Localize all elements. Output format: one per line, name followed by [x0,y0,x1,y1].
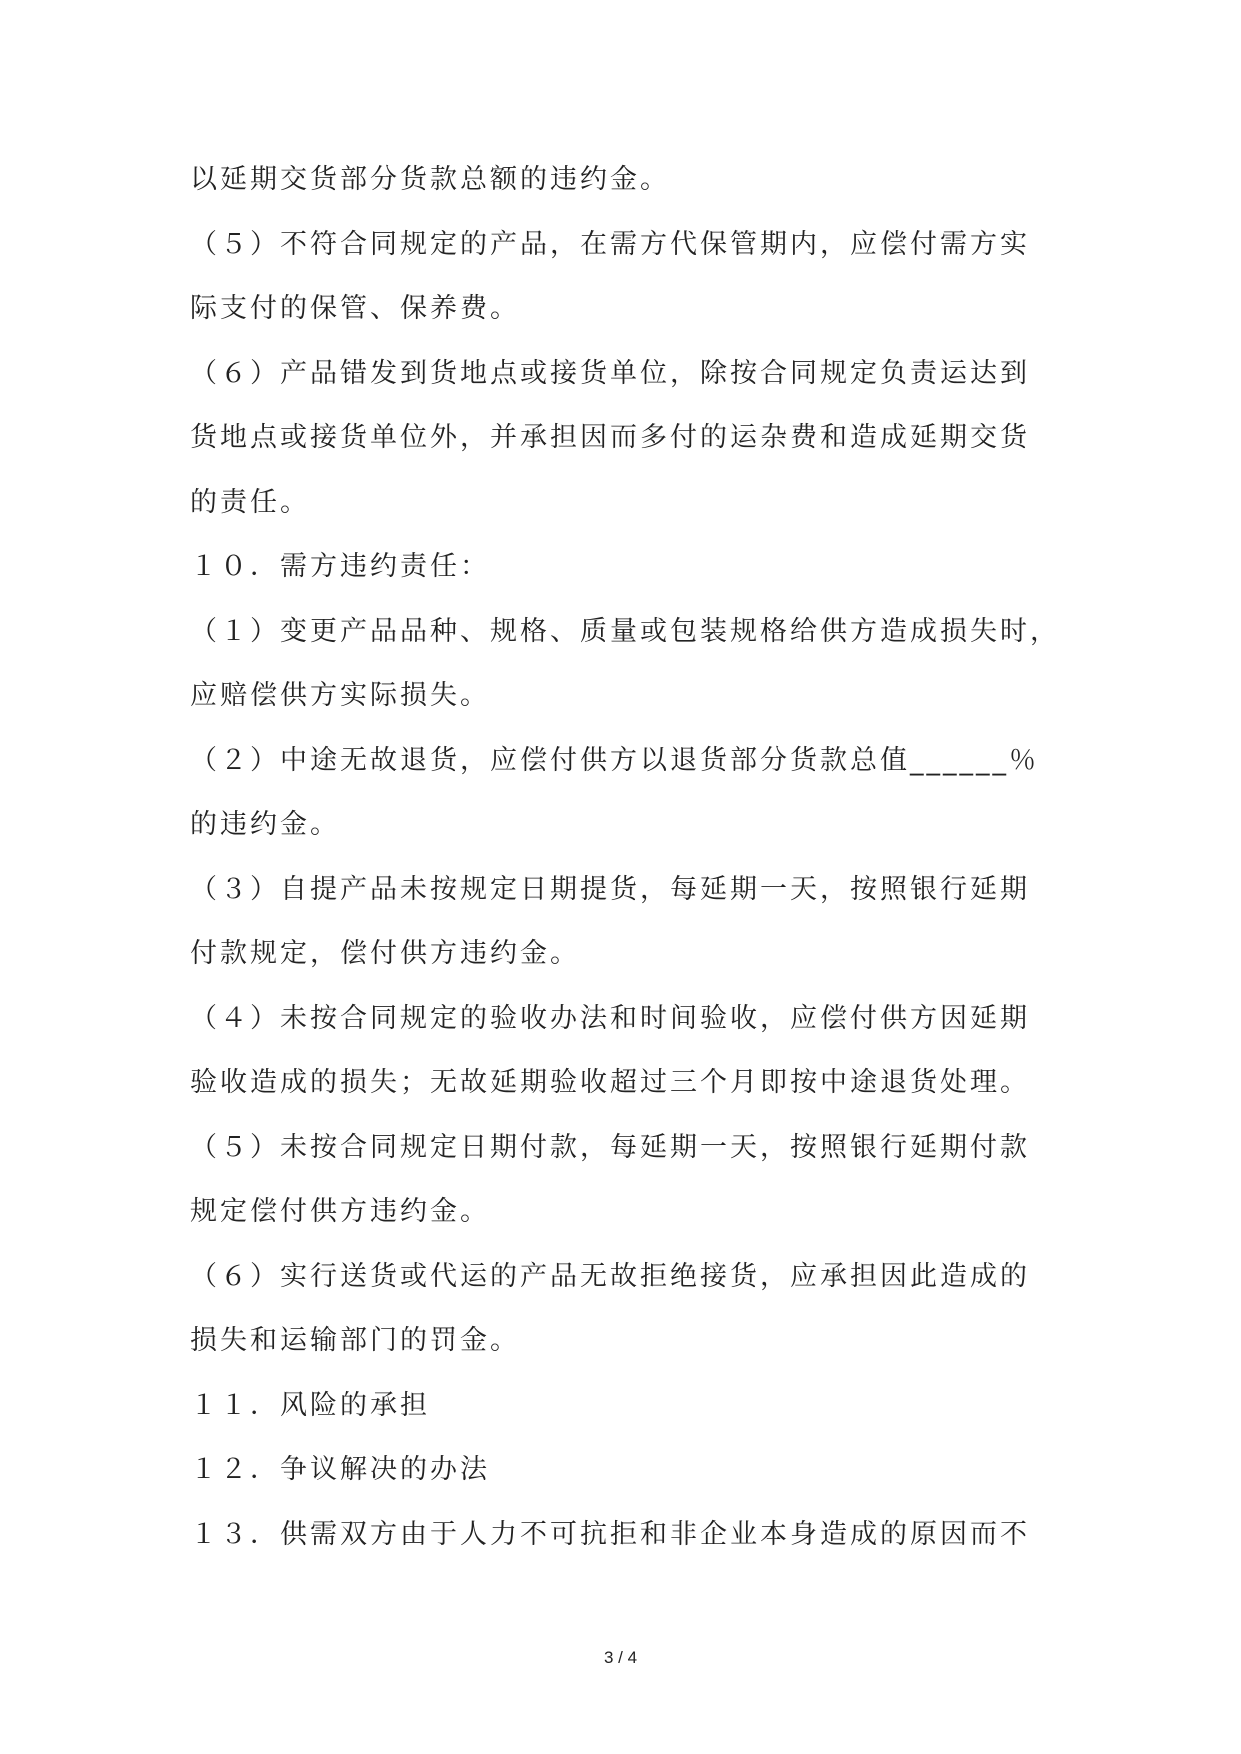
text-line: 以延期交货部分货款总额的违约金。 [190,164,670,195]
section-heading: １１．风险的承担 [190,1389,430,1421]
text-line: （６）产品错发到货地点或接货单位，除按合同规定负责运达到 [190,357,1030,389]
text-line: （５）未按合同规定日期付款，每延期一天，按照银行延期付款 [190,1131,1030,1163]
text-line: 验收造成的损失；无故延期验收超过三个月即按中途退货处理。 [190,1067,1030,1098]
section-heading: １０．需方违约责任： [190,551,490,582]
text-line: 的违约金。 [190,809,340,840]
text-line: （５）不符合同规定的产品，在需方代保管期内，应偿付需方实 [190,228,1030,260]
text-line: 付款规定，偿付供方违约金。 [190,938,580,969]
text-line: 际支付的保管、保养费。 [190,293,520,324]
text-line: 应赔偿供方实际损失。 [190,680,490,711]
text-line: （４）未按合同规定的验收办法和时间验收，应偿付供方因延期 [190,1002,1030,1034]
text-line: （３）自提产品未按规定日期提货，每延期一天，按照银行延期 [190,873,1030,905]
text-line: 的责任。 [190,486,310,518]
text-line: （１）变更产品品种、规格、质量或包装规格给供方造成损失时， [190,615,1060,647]
text-line: （２）中途无故退货，应偿付供方以退货部分货款总值______％ [190,744,1039,776]
text-line: 损失和运输部门的罚金。 [190,1325,520,1356]
document-body [190,148,1090,1567]
text-line: 货地点或接货单位外，并承担因而多付的运杂费和造成延期交货 [190,422,1030,453]
text-line: １３．供需双方由于人力不可抗拒和非企业本身造成的原因而不 [190,1518,1030,1550]
text-line: （６）实行送货或代运的产品无故拒绝接货，应承担因此造成的 [190,1260,1030,1292]
page-number: 3 / 4 [603,1648,638,1667]
text-line: 规定偿付供方违约金。 [190,1196,490,1227]
section-heading: １２．争议解决的办法 [190,1454,490,1485]
